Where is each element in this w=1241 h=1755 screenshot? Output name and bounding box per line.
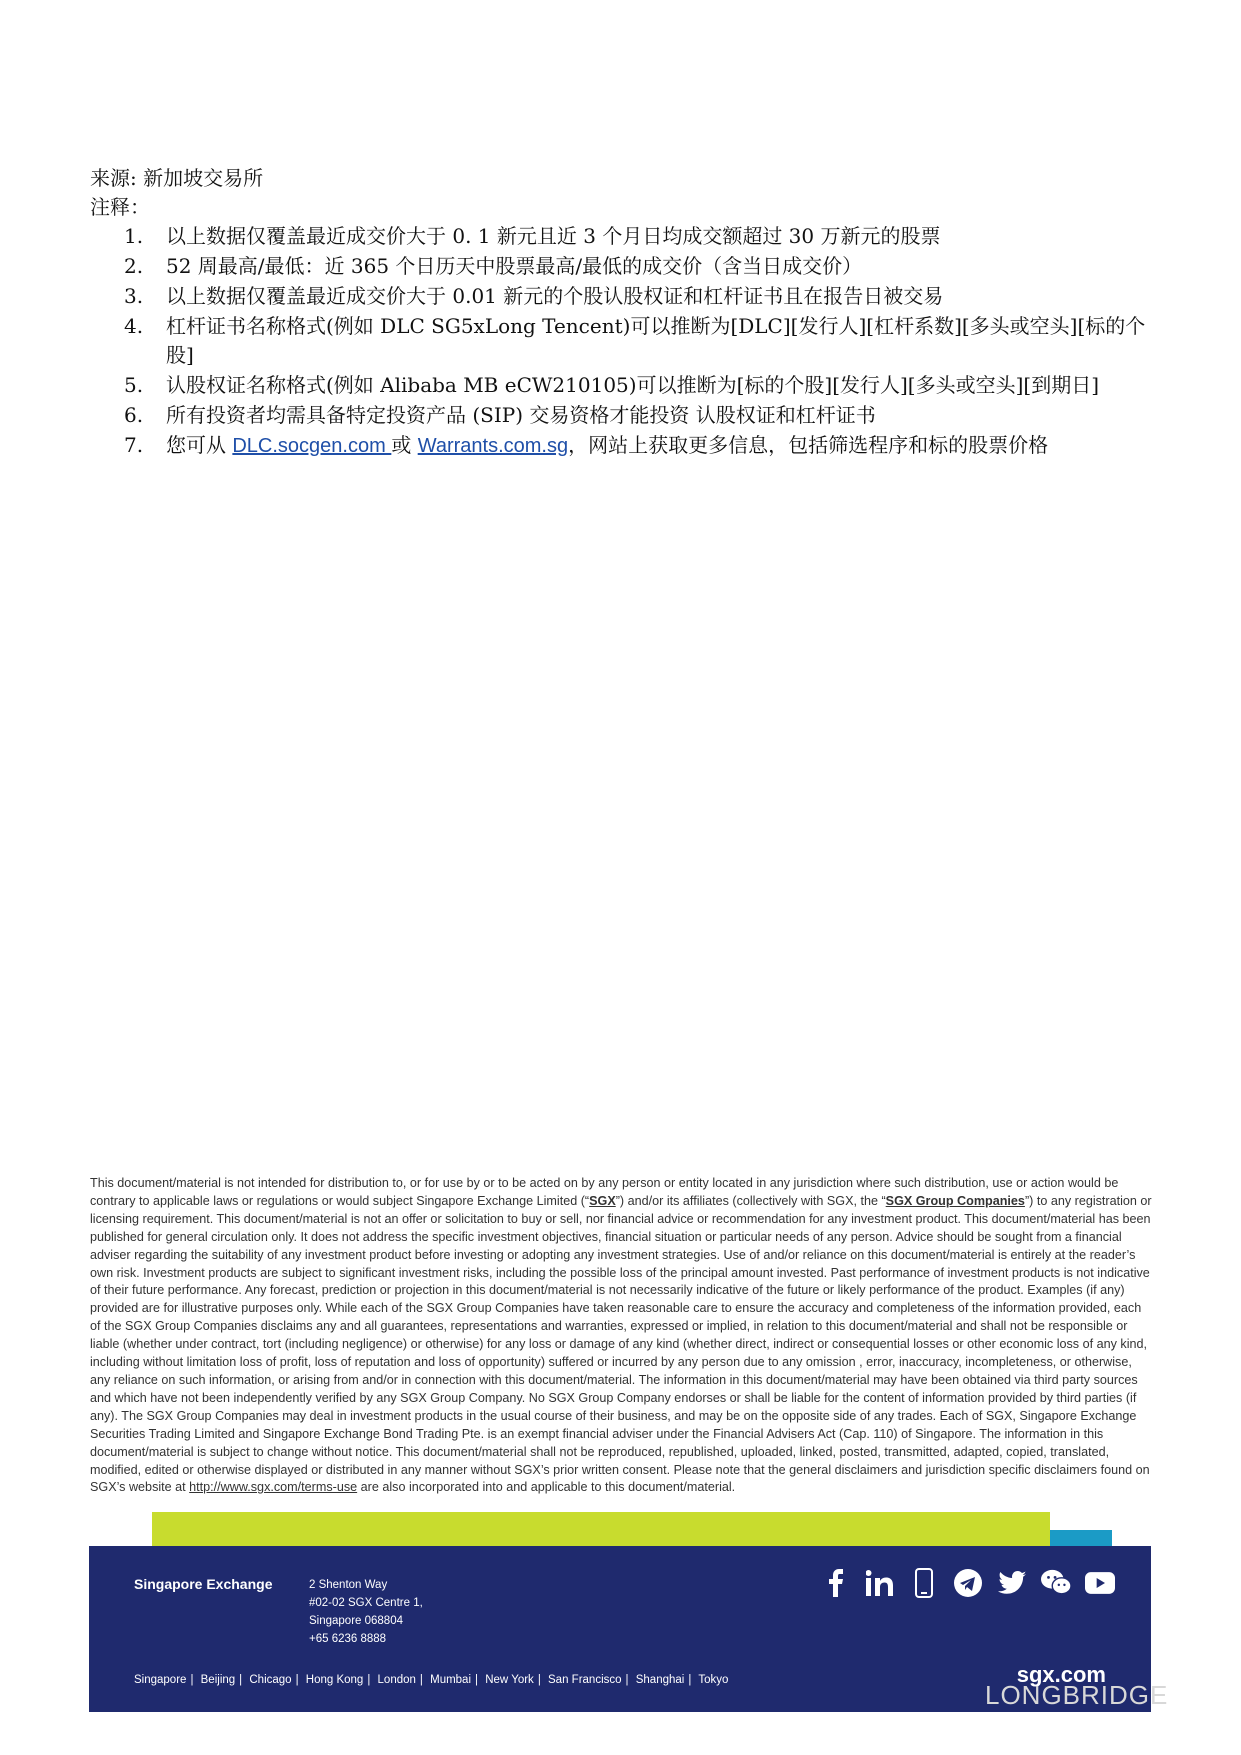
list-item (90, 222, 1170, 251)
terms-use-link[interactable]: http://www.sgx.com/terms-use (189, 1480, 358, 1495)
sgx-defined-term: SGX (589, 1193, 616, 1208)
address-line: #02-02 SGX Centre 1, (309, 1597, 423, 1609)
disclaimer-text: ”) and/or its affiliates (collectively with SGX, the “ (615, 1193, 886, 1208)
disclaimer-paragraph (90, 1175, 1155, 1497)
city-label: Hong Kong (305, 1674, 364, 1686)
list-item (90, 371, 1170, 400)
twitter-icon[interactable] (997, 1568, 1027, 1598)
longbridge-watermark: LONGBRIDGE (985, 1680, 1169, 1710)
mobile-icon[interactable] (909, 1568, 939, 1598)
notes-heading: 注释： (90, 195, 150, 219)
city-label: Chicago (249, 1674, 292, 1686)
item-number: 4. (124, 314, 144, 338)
city-label: Beijing (200, 1674, 236, 1686)
city-label: Tokyo (698, 1674, 729, 1686)
item-prefix: 您可从 (166, 433, 233, 457)
facebook-icon[interactable] (821, 1568, 851, 1598)
warrants-link[interactable]: Warrants.com.sg (417, 435, 569, 457)
teal-accent-bar (1050, 1530, 1112, 1546)
source-line: 来源: 新加坡交易所 (90, 166, 264, 190)
list-item (90, 401, 1170, 430)
notes-list (90, 222, 1170, 461)
notes-section (90, 164, 1170, 462)
footer-brand: Singapore Exchange (134, 1576, 273, 1592)
city-label: New York (485, 1674, 534, 1686)
linkedin-icon[interactable] (865, 1568, 895, 1598)
youtube-icon[interactable] (1085, 1568, 1115, 1598)
disclaimer-text: This document/material is not intended for distribution to, or for use by or to be acted on by any person or entity located in any jurisdiction where such distribution, use or action would be contrary to applicable laws or regulations or would subject Singapore Exchange Limited (“ (90, 1176, 1119, 1208)
item-number: 1. (124, 224, 144, 248)
item-text: 认股权证名称格式(例如 Alibaba MB eCW210105)可以推断为[标的个股][发行人][多头或空头][到期日] (166, 373, 1100, 397)
item-number: 2. (124, 254, 144, 278)
footer-address (309, 1576, 423, 1648)
item-text: 以上数据仅覆盖最近成交价大于 0.01 新元的个股认股权证和杠杆证书且在报告日被交易 (166, 284, 944, 308)
list-item (90, 431, 1170, 461)
item-mid: 或 (391, 433, 418, 457)
disclaimer-text: ”) to any registration or licensing requirement. This document/material is not an offer or solicitation to buy or sell, nor financial advice or recommendation for any investment product. This document/material has been published for general circulation only. It does not address the specific investment objectives, financial situation or particular needs of any person. Advice should be sought from a financial adviser regarding the suitability of any investment product before investing or adopting any investment strategies. Use of and/or reliance on this document/material is entirely at the reader’s own risk. Investment products are subject to significant investment risks, including the possible loss of the principal amount invested. Past performance of investment products is not indicative of their future performance. Any forecast, prediction or projection in this document/material is not necessarily indicative of the future or likely performance of the product. Examples (if any) provided are for illustrative purposes only. While each of the SGX Group Companies have taken reasonable care to ensure the accuracy and completeness of the information provided, each of the SGX Group Companies disclaims any and all guarantees, representations and warranties, expressed or implied, in relation to this document/material and shall not be responsible or liable (whether under contract, tort (including negligence) or otherwise) for any loss or damage of any kind (whether direct, indirect or consequential losses or other economic loss of any kind, including without limitation loss of profit, loss of reputation and loss of opportunity) suffered or incurred by any person due to any omission , error, inaccuracy, incompleteness, or otherwise, any reliance on such information, or arising from and/or in connection with this document/material. The information in this document/material may have been obtained via third party sources and which have not been independently verified by any SGX Group Company. No SGX Group Company endorses or shall be liable for the content of information provided by third parties (if any). The SGX Group Companies may deal in investment products in the usual course of their business, and may be on the opposite side of any trades. Each of SGX, Singapore Exchange Securities Trading Limited and Singapore Exchange Bond Trading Pte. is an exempt financial adviser under the Financial Advisers Act (Cap. 110) of Singapore. The information in this document/material is subject to change without notice. This document/material shall not be reproduced, republished, uploaded, linked, posted, transmitted, adapted, copied, translated, modified, edited or otherwise displayed or distributed in any manner without SGX’s prior written consent. Please note that the general disclaimers and jurisdiction specific disclaimers found on SGX’s website at (90, 1193, 1152, 1495)
dlc-socgen-link[interactable]: DLC.socgen.com (232, 435, 392, 457)
item-number: 6. (124, 403, 144, 427)
item-text: 以上数据仅覆盖最近成交价大于 0. 1 新元且近 3 个月日均成交额超过 30 万新元的股票 (166, 224, 941, 248)
city-label: London (377, 1674, 416, 1686)
disclaimer-text: are also incorporated into and applicable to this document/material. (357, 1480, 736, 1495)
item-text: 52 周最高/最低：近 365 个日历天中股票最高/最低的成交价（含当日成交价） (166, 254, 863, 278)
address-phone: +65 6236 8888 (309, 1633, 387, 1645)
list-item (90, 312, 1170, 370)
item-number: 7. (124, 433, 144, 457)
wechat-icon[interactable] (1041, 1568, 1071, 1598)
social-icons (821, 1568, 1115, 1598)
green-accent-bar (152, 1512, 1050, 1546)
city-label: Singapore (134, 1674, 187, 1686)
item-text (166, 431, 1170, 461)
item-text: 杠杆证书名称格式(例如 DLC SG5xLong Tencent)可以推断为[DLC][发行人][杠杆系数][多头或空头][标的个股] (166, 314, 1146, 367)
list-item (90, 252, 1170, 281)
footer-site-link[interactable]: sgx.com (1016, 1662, 1106, 1687)
city-label: Shanghai (635, 1674, 685, 1686)
item-text: 所有投资者均需具备特定投资产品 (SIP) 交易资格才能投资 认股权证和杠杆证书 (166, 403, 876, 427)
footer-cities: Singapore | Beijing | Chicago | Hong Kong | London | Mumbai | New York | San Francisco | Shanghai | Tokyo (134, 1674, 729, 1686)
address-line: 2 Shenton Way (309, 1579, 388, 1591)
sgx-group-defined-term: SGX Group Companies (885, 1193, 1025, 1208)
item-number: 5. (124, 373, 144, 397)
city-label: Mumbai (430, 1674, 472, 1686)
city-label: San Francisco (548, 1674, 622, 1686)
list-item (90, 282, 1170, 311)
address-line: Singapore 068804 (309, 1615, 403, 1627)
telegram-icon[interactable] (953, 1568, 983, 1598)
item-suffix: ，网站上获取更多信息，包括筛选程序和标的股票价格 (568, 433, 1049, 457)
item-number: 3. (124, 284, 144, 308)
